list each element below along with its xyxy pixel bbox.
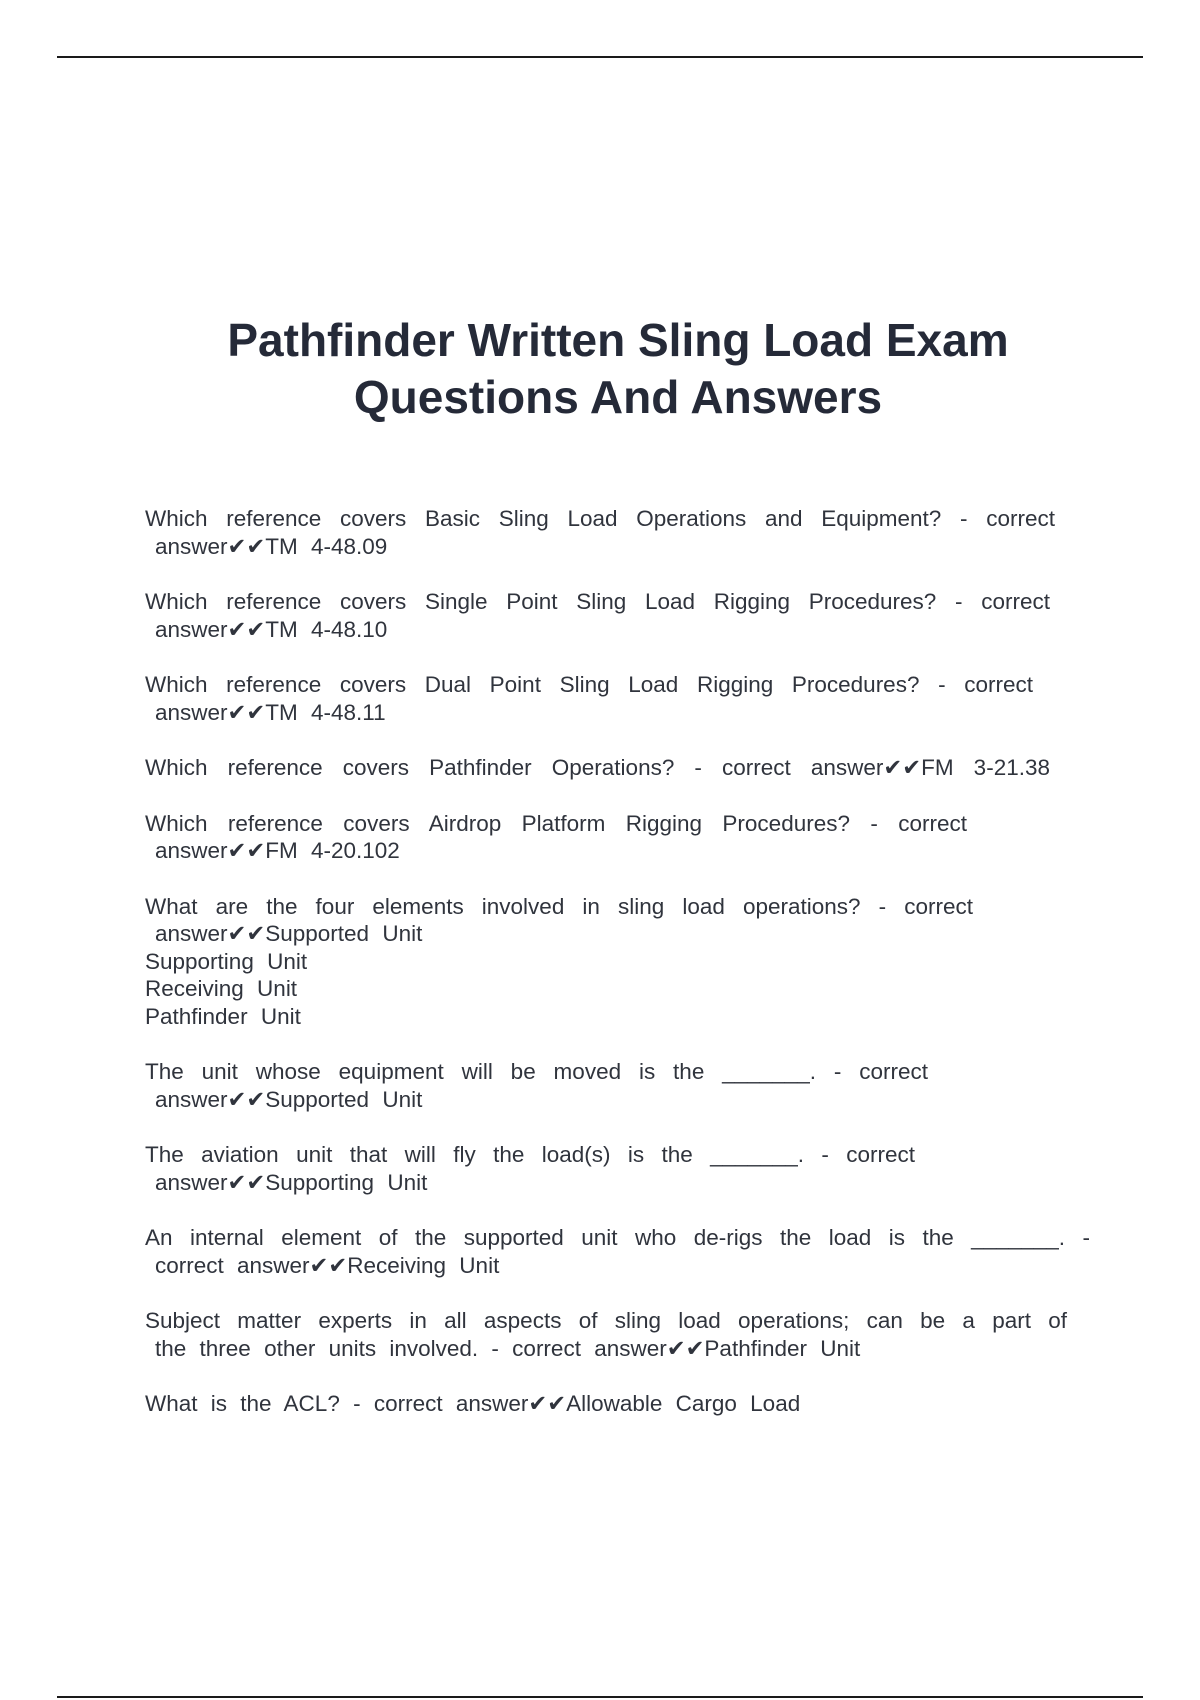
question-text: What are the four elements involved in sling load operations? - correct [145,893,973,919]
qa-list [145,505,1090,1446]
answer-text: answer✔✔FM 4-20.102 [155,838,400,863]
qa-item [145,893,973,1031]
answer-text: the three other units involved. - correct answer✔✔Pathfinder Unit [155,1335,861,1361]
page-title [0,312,1200,426]
answer-text: correct answer✔✔Receiving Unit [155,1252,500,1278]
title-line-1: Pathfinder Written Sling Load Exam [227,314,1009,366]
answer-extra-line: Receiving Unit [145,976,298,1001]
question-text: Which reference covers Pathfinder Operations? - correct answer✔✔FM 3-21.38 [145,755,1050,780]
answer-extra-line: Supporting Unit [145,948,308,974]
question-text: The unit whose equipment will be moved is the _______. - correct [145,1059,928,1084]
question-text: Which reference covers Dual Point Sling Load Rigging Procedures? - correct [145,672,1033,697]
qa-item [145,1141,915,1196]
qa-item [145,1224,1090,1279]
question-text: Subject matter experts in all aspects of sling load operations; can be a part of [145,1308,1067,1333]
qa-item [145,1307,1067,1362]
answer-text: answer✔✔Supported Unit [155,1086,423,1112]
answer-text: answer✔✔TM 4-48.10 [155,616,388,642]
qa-item [145,588,1050,643]
question-text: Which reference covers Airdrop Platform Rigging Procedures? - correct [145,810,967,836]
answer-text: answer✔✔Supporting Unit [155,1169,428,1195]
bottom-rule [57,1696,1143,1698]
question-text: An internal element of the supported unit who de-rigs the load is the _______. - [145,1225,1090,1250]
qa-item [145,810,967,865]
title-line-2: Questions And Answers [353,371,883,423]
question-text: Which reference covers Basic Sling Load Operations and Equipment? - correct [145,506,1055,531]
question-text: What is the ACL? - correct answer✔✔Allowable Cargo Load [145,1391,801,1416]
qa-item [145,1058,928,1113]
qa-item [145,505,1055,560]
top-rule [57,56,1143,58]
question-text: The aviation unit that will fly the load(s) is the _______. - correct [145,1142,915,1167]
qa-item [145,1390,905,1418]
answer-extra-line: Pathfinder Unit [145,1003,301,1029]
question-text: Which reference covers Single Point Sling Load Rigging Procedures? - correct [145,589,1050,614]
answer-text: answer✔✔Supported Unit [155,921,423,946]
answer-text: answer✔✔TM 4-48.09 [155,533,388,559]
answer-text: answer✔✔TM 4-48.11 [155,699,386,725]
qa-item [145,754,1050,782]
qa-item [145,671,1033,726]
